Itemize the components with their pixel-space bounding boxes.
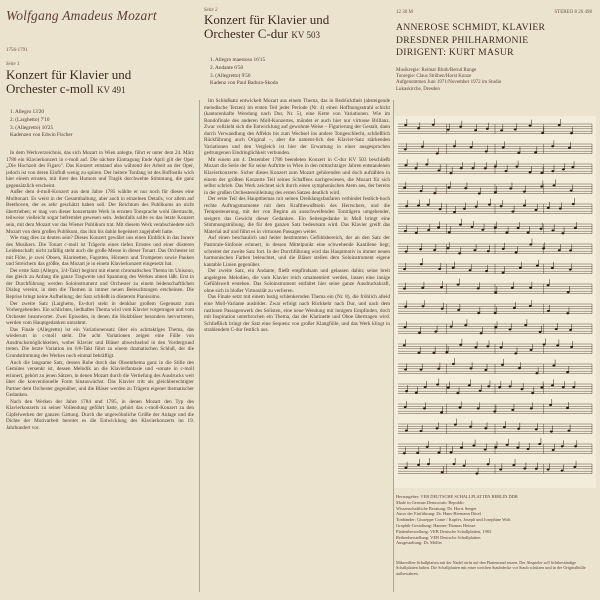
credit-line: Wissenschaftliche Beratung: Dr. Horst Seeger — [396, 505, 477, 511]
paragraph: Außer dem d-moll-Konzert aus dem Jahre 1785 wählte er nur noch für dieses eine Molltonart. Es weist in der Gesamthaltung, aber auch in einzelnen Details, vor allem auf Beethoven, der es sehr geschätzt haben soll. Der Reichtum des Publikums an nicht übertrieben; er mag von dieser konzertante Werk in ernsten Tonsprache wohl überrascht, teilweise vielleicht sogar befremdet gewesen sein. Jedenfalls sollte es das letzte Konzert sein, mit dem Mozart vor das Wiener Publikum trat. Mit diesem Werk verabschiedete sich Mozart von dem großen Publikum, das ihm bis dahin begeistert zugejubelt hatte. — [6, 189, 194, 235]
work-title-right-line1: Konzert für Klavier und — [204, 12, 330, 27]
paragraph: In dem Werkverzeichnis, das sich Mozart in Wien anlegte, führt er unter dem 24. März 1786 ein Klavierkonzert in c-moll auf. Die nächste Eintragung Ende April gilt der Oper „Die Hochzeit des Figaro". Das Konzert entstand also während der Arbeit an der Oper, jedoch ist von deren Einfluß wenig zu spüren. Der heitere Tonfang ist des Buffostils wich hier einem ernsten, mit ihrer des Humors und Tragik durchwehte Stimmung, die ganz gegensätzlich erscheint. — [6, 150, 194, 189]
credit-line: Plattenherstellung: VEB Deutsche Schallplatten, 1983 — [396, 528, 492, 534]
paragraph: Der zweite Satz, ein Andante, fließt empfindsam und gelassen dahin; seine breit angelegten Melodien, die vom Klavier reich ornamentiert werden, lassen eine innige Gefühlswelt erstehen. Das Soloinstrument entfaltet hier seine ganze Ausdruckskraft, ohne sich in bloßer Virtuosität zu verlieren. — [204, 268, 390, 294]
track-item: 3. (Allegretto) 9'50 — [210, 73, 251, 79]
paragraph: Das Finale setzt mit einem lustig schlenkernden Thema ein (Nr. 8), die fröhlich alleid eine Moll-Variante ausbildet. Zwar erfolgt nach Rückkehr nach Dur, und nach dem rastlosen Passagenwerk des Solisten, eine neue Wendung mit innigem Empfinden, doch mit Inspiration unterbrochen ein Thema, das der Klarinette und Oboe übertragen wird. Schließlich bringt der Satz eine Sequenz von großer Klangfülle, und das Werk klingt in strahlendem C-dur festlich aus. — [204, 294, 390, 334]
track-item: 2. (Larghetto) 7'10 — [10, 117, 50, 123]
work-title-right-line2: Orchester C-dur KV 503 — [204, 26, 320, 41]
work-right-kv: KV 503 — [291, 30, 320, 40]
credit-line: Ausgestaltung: Dr. Möller — [396, 540, 442, 546]
performer-soloist: ANNEROSE SCHMIDT, KLAVIER — [396, 22, 546, 33]
kadenz-left: Kadenzen von Edwin Fischer — [10, 132, 73, 138]
catalog-code: 12 30 M — [396, 10, 413, 15]
paragraph: Mit einem am 4. Dezember 1786 beendeten Konzert in C-dur KV 503 beschließt Mozart die Serie der für seine Auftritte in Wien in den mittachtziger Jahren entstandenen Klavierkonzerte. Sicher dieses Konzert zum Mozart gehörenden und doch aufzählen in einem der größten Konzerte Teil seines Schaffens nachgewiesen, die Mozart für sich selbst schrieb. Das Werk zeichnet sich durch einen symphonischen Atem aus, der bereits in der großen Orchestereinleitung des ersten Satzes deutlich wird. — [204, 156, 390, 196]
credit-line: Aufgenommen Juni 1971/November 1972 im Studio — [396, 80, 502, 86]
paragraph: Der erste Teil des Hauptthemas mit seinen Dreiklangsfanfaren verbindet festlich-hoch rechte Auftragsmomente mit dem Kraftbewußtsein des Herrschers, und die Temposteuerung, mit der von Beginn an ausschweifenden Tonträgern umgehender, steigern das Gewicht dieser Gedanken. Ein Seitengedanke in Moll bringt eine Stimmungstrübung, die für den ganzen Satz bedeutsam wird. Das Klavier greift das Material auf und führt es in virtuosen Passagen weiter. — [204, 196, 390, 235]
track-item: 3. (Allegretto) 10'25 — [10, 125, 54, 131]
care-instructions: Mikrorillen-Schallplatten mit der Nadel nicht auf den Plattenrand setzen. Der Abspieler soll lichtbeständige Schallplatten haben. Die Schallplatten mit einer weichen Staubdecke vor Staub schützen und in der Originalhülle aufbewahren. — [396, 560, 586, 576]
credit-line: Lukaskirche, Dresden — [396, 86, 440, 92]
credit-line: Made in German Democratic Republic — [396, 499, 465, 505]
paragraph: Auf einen beschaulich und heiter bestimmten Gefühlsbereich, der an den Satz der Pastorale-Sinfonie erinnert, in dessen Mittelpunkt eine schwebende Kantilene liegt, schreitet der zweite Satz fort. In der Durchführung wird das Hauptmotiv in immer neuen harmonischen Farben beleuchtet, und die Bläser stellen dem Soloinstrument eigene kantable Linien gegenüber. — [204, 235, 390, 268]
paragraph: Auch die langsame Satz, dessen Ruhe durch das Oboenthema ganz in die Stille des Gemütes versenkt ist, dessen Melodik an die Klavierfantasie und -sonate in c-moll erinnert, gehört zu jenen Sätzen, in denen Mozart durch die Vertiefung des Ausdrucks weit über die konventionelle Form hinauswächst. Das Klavier tritt als gleichberechtigter Partner dem Orchester gegenüber, und die Bläser werden zu Trägern eigener thematischer Gedanken. — [6, 359, 194, 399]
kadenz-right: Kadenz von Paul Badura-Skoda — [210, 80, 278, 86]
publisher-credits — [396, 494, 596, 546]
side-2-label: Seite 2 — [204, 8, 218, 13]
recording-credits — [396, 68, 596, 93]
track-item: 2. Andante 6'50 — [210, 65, 244, 71]
track-item: 1. Allegro maestoso 16'15 — [210, 57, 266, 63]
composer-dates: 1756-1791 — [6, 48, 28, 53]
side-1-label: Seite 1 — [6, 62, 20, 67]
composer-name: Wolfgang Amadeus Mozart — [6, 8, 157, 23]
stereo-catalog-number: STEREO 8 26 498 — [554, 10, 592, 15]
paragraph: Das Finale (Allegretto) ist ein Variationensatz über ein achttaktiges Thema, das wiederum in c-moll steht. Die acht Variationen zeigen eine Fülle von Ausdrucksmöglichkeiten, wobei Klavier und Bläser abwechselnd in den Vordergrund treten. Die letzte Variation im 6/8-Takt führt zu einem dramatischen Schluß, der die Grundstimmung des Werkes noch einmal bekräftigt. — [6, 326, 194, 359]
score-staves-icon — [394, 116, 596, 488]
credit-line: Autor der Einführung: Dr. Hans-Hermann Dittel — [396, 511, 481, 517]
work-title-left — [6, 68, 196, 97]
performers — [396, 22, 596, 60]
tracklist-right — [210, 56, 265, 80]
work-title-right — [204, 13, 394, 42]
track-item: 1. Allegro 13'20 — [10, 109, 45, 115]
paragraph: Wie mag dies zu deuten sein? Dieses Konzert gewährt uns einen Einblick in das Innere des Musikers. Die Tonart c-moll ist Trägerin eines tiefen Ernstes und einer düsteren Leidenschaft; nicht zufällig steht auch die große Messe in dieser Tonart. Das Orchester ist mit Flöte, je zwei Oboen, Klarinetten, Fagotten, Hörnern und Trompeten sowie Pauken und Streichern das größte, das Mozart je in einem Klavierkonzert eingesetzt hat. — [6, 235, 194, 268]
credit-line: Tonbänder: Giuseppe Conte / Kupfer, Joseph und Josephine Wolt — [396, 517, 511, 523]
liner-notes-column-1 — [6, 150, 194, 595]
credit-line: Musikregie: Reimar Bluth/Bernd Runge — [396, 68, 477, 73]
tracklist-left — [10, 108, 53, 132]
paragraph: Der zweite Satz (Larghetto, Es-dur) steht in denkbar großem Gegensatz zum Vorhergehenden. Ein schlichtes, liedhaftes Thema wird vom Klavier vorgetragen und vom Orchester beantwortet. Zwei Episoden, in denen die Holzbläser besonders hervortreten, werden vom Hauptgedanken umrahmt. — [6, 300, 194, 327]
credit-line: Graphik-Gestaltung: Hannes-Thomas Heinze — [396, 522, 476, 528]
music-score-image — [394, 116, 596, 488]
credit-line: Tonregie: Claus Strüben/Horst Kunze — [396, 74, 472, 80]
performer-conductor: DIRIGENT: KURT MASUR — [396, 47, 514, 58]
paragraph: Nach den Werken der Jahre 1784 und 1785, in denen Mozart den Typ des Klavierkonzerts zu seiner Vollendung geführt hatte, gehört das c-moll-Konzert zu den Gipfelwerken der ganzen Gattung. Durch die ungewöhnliche Größe der Anlage und die Dichte der Motivarbeit bereitet es die Entwicklung des Klavierkonzerts im 19. Jahrhundert vor. — [6, 398, 194, 431]
performer-orchestra: DRESDNER PHILHARMONIE — [396, 34, 529, 46]
work-title-left-line2: Orchester c-moll KV 491 — [6, 81, 126, 96]
paragraph: Im Schlußsatz entwickelt Mozart aus einem Thema, das in Bedrücktheit (absteigende melodische Terzen) im ersten Teil jeder Periode (Nr. 4) einen Hoffnungsstrahl schickt (kantorenhafte Wendung nach Dur, Nr. 5), eine Kette von Variationen. Wie im Rondofinale des anderen Moll-Konzertes, mündet er auch hier nur virtuose Brillanz. Zwar vollzieht sich die Entwicklung auf gewohnte Weise – Figurierung der Gestalt, dann durch Verwandlung des Affekts bis zum Wechsel ins andere Tongeschlecht, schließlich Rückführung auch Original –, aber die nament-lich den Klavier-Satz stärkenden Variationen und den Vergleich ist hier der Erwartung in einer ausgesprochen gedrungenen Eindringlichkeit verbunden. — [204, 98, 390, 157]
work-left-kv: KV 491 — [96, 85, 126, 95]
credit-line: Reihenherstellung: VEB Deutsche Schallplatten — [396, 534, 481, 540]
paragraph: Der erste Satz (Allegro, 3/4-Takt) beginnt mit einem chromatischen Thema im Unisono, das gleich zu Anfang die ganze Tragweite und Spannung des Werkes ahnen läßt. Erst in der Durchführung werden Soloinstrument und Orchester zu einem leidenschaftlichen Dialog vereint, in dem die Themen in immer neuen Beleuchtungen erscheinen. Die Reprise bringt keine Aufhellung; der Satz schließt in düsterem Pianissimo. — [6, 267, 194, 301]
credit-line: Herausgeber: VEB DEUTSCHE SCHALLPLATTEN BERLIN DDR — [396, 494, 518, 499]
column-divider — [199, 100, 200, 592]
work-title-left-line1: Konzert für Klavier und — [6, 67, 132, 82]
liner-notes-column-2 — [204, 98, 390, 595]
